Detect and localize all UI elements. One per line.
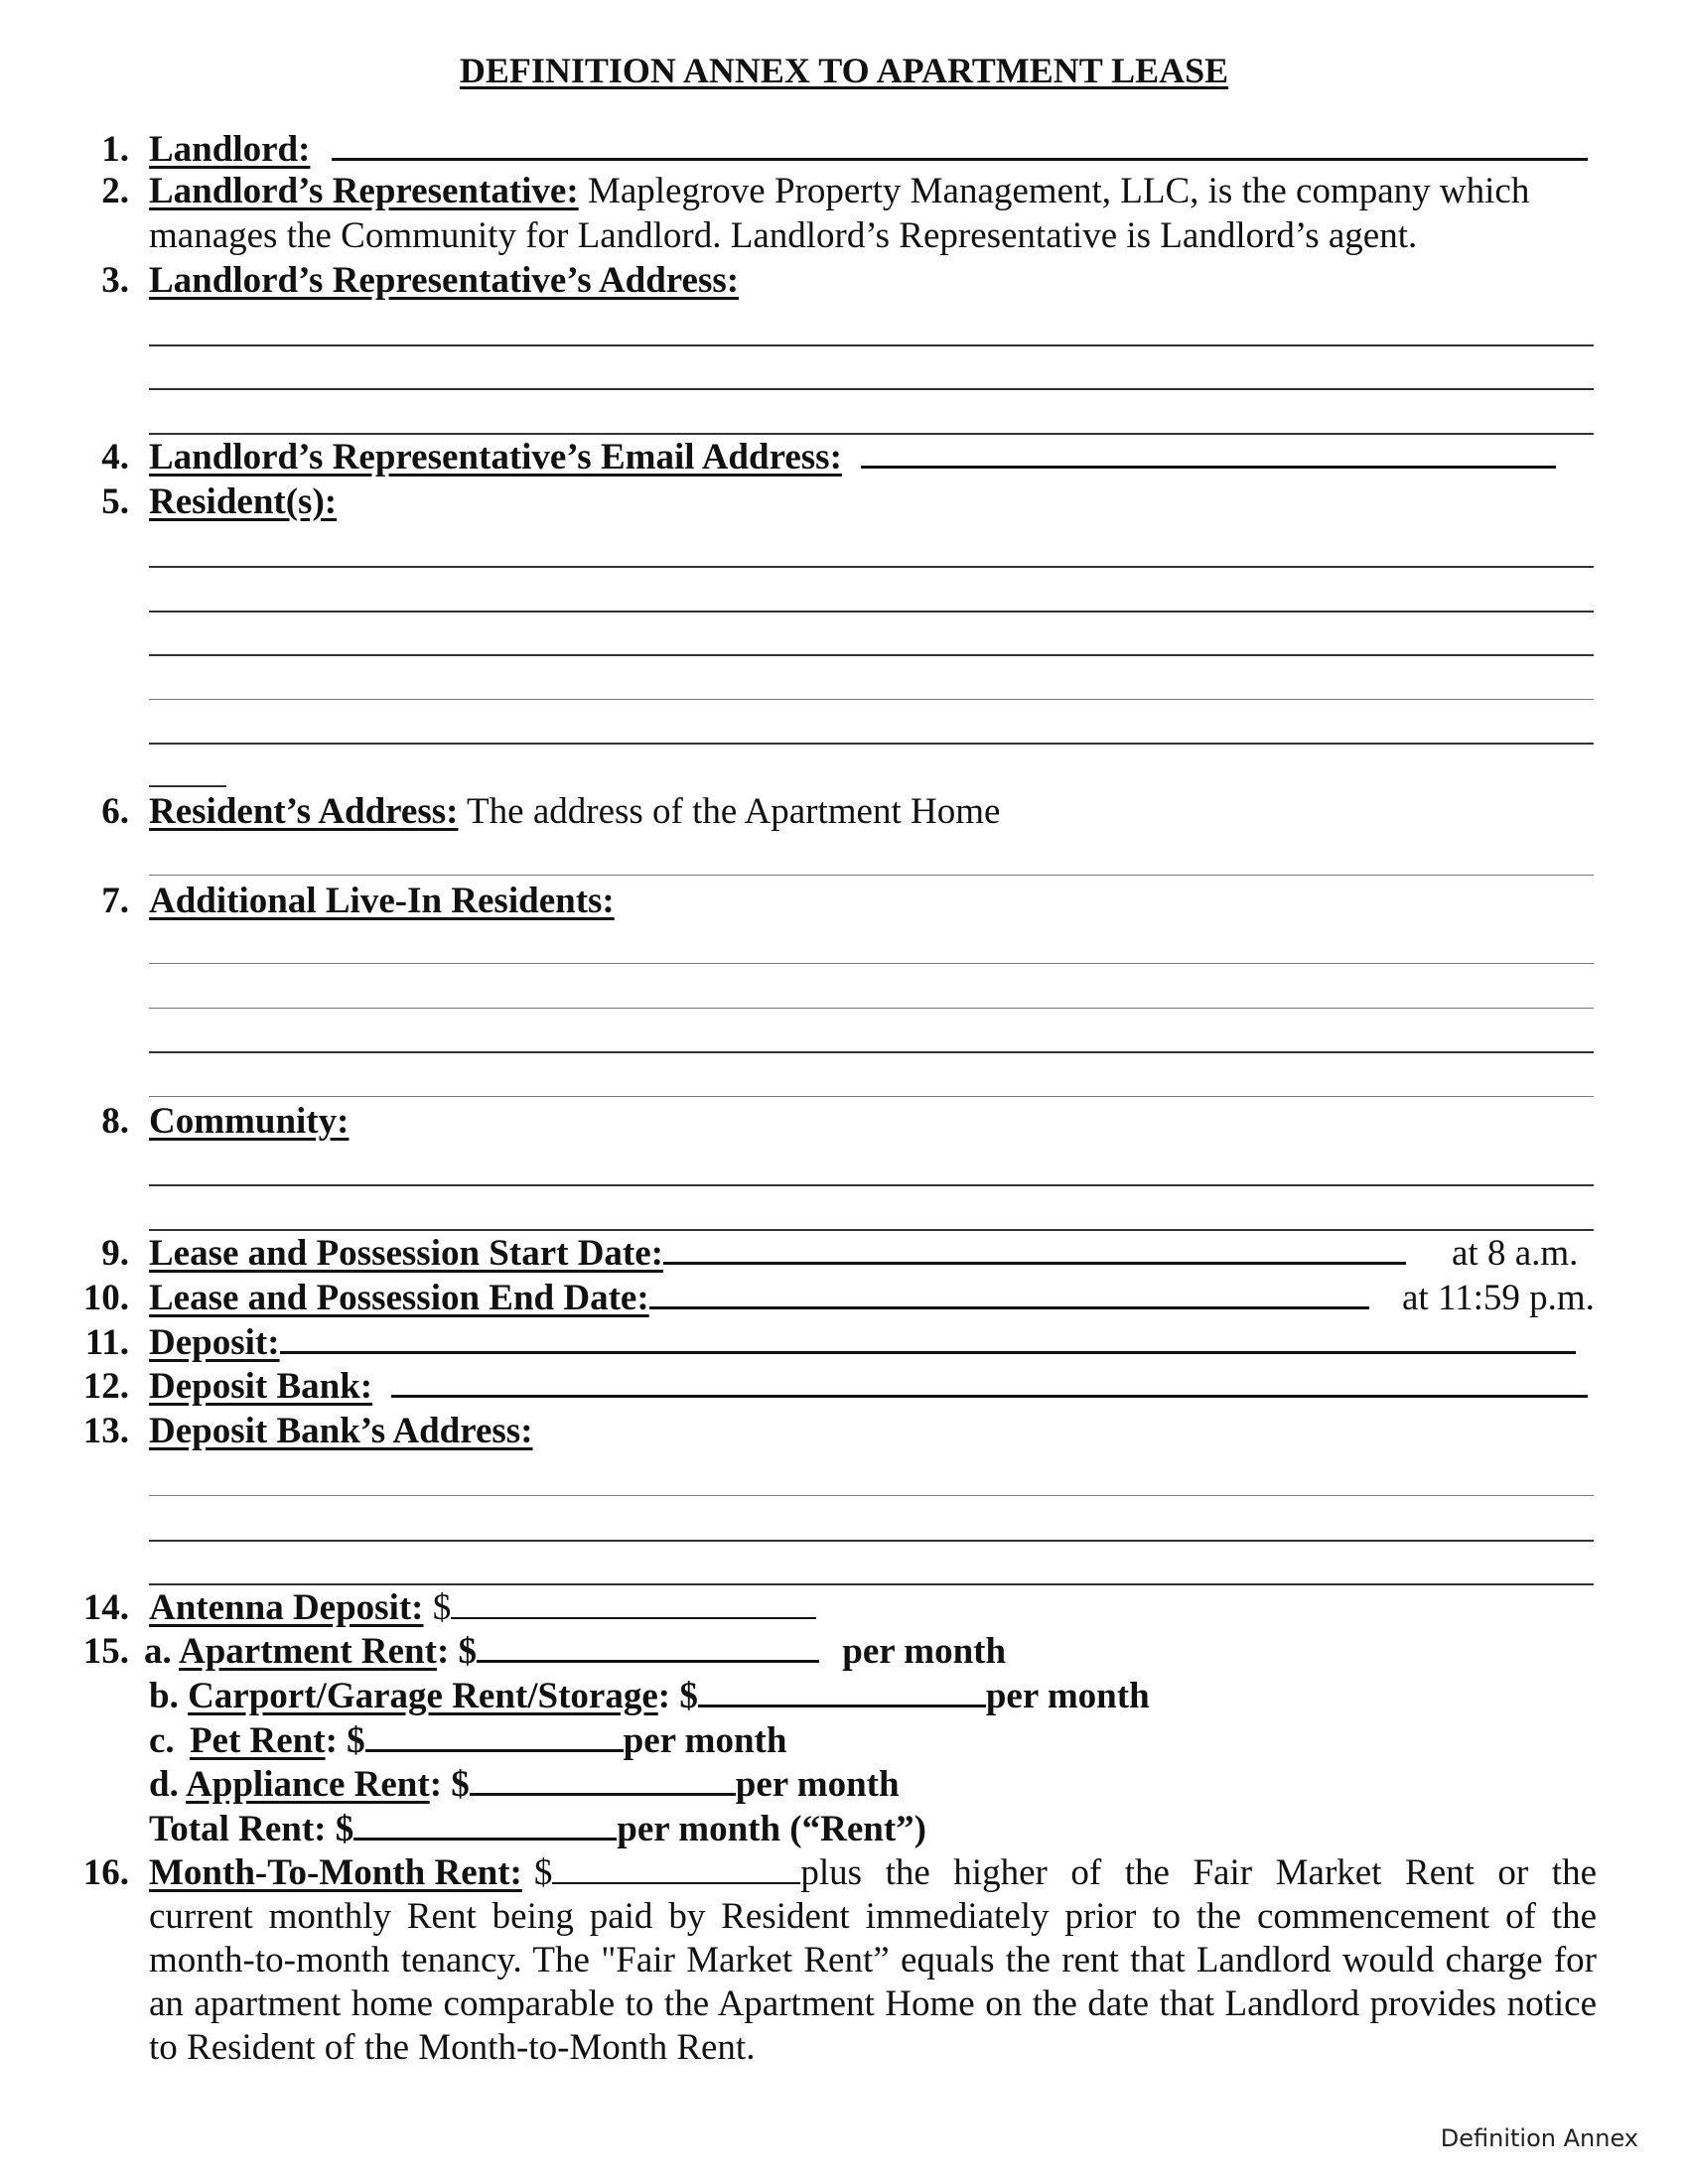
item-label: Landlord: bbox=[149, 129, 311, 170]
end-time-text: at 11:59 p.m. bbox=[1402, 1278, 1595, 1318]
carport-rent-label: Carport/Garage Rent/Storage bbox=[188, 1676, 658, 1716]
item-number: 7. bbox=[101, 881, 129, 921]
end-date-blank[interactable] bbox=[649, 1283, 1369, 1309]
item-number: 5. bbox=[101, 481, 129, 522]
address-blank-line[interactable] bbox=[149, 344, 1594, 346]
total-rent-label: Total Rent: $ bbox=[149, 1809, 354, 1849]
item-text-continued: manages the Community for Landlord. Landlord’s Representative is Landlord’s agent. bbox=[149, 215, 1418, 256]
month-to-month-blank[interactable] bbox=[552, 1858, 800, 1884]
total-rent-blank[interactable] bbox=[353, 1814, 617, 1841]
apartment-rent-label: Apartment Rent bbox=[178, 1631, 437, 1672]
currency-symbol: $ bbox=[432, 1587, 452, 1628]
additional-residents-blank-line[interactable] bbox=[149, 1051, 1594, 1053]
item-number: 1. bbox=[101, 129, 129, 170]
resident-address-blank-line[interactable] bbox=[149, 875, 1594, 876]
item-label: Resident(s): bbox=[149, 481, 338, 522]
deposit-bank-blank[interactable] bbox=[391, 1371, 1588, 1398]
colon-dollar: : $ bbox=[325, 1720, 365, 1761]
item-label: Landlord’s Representative’s Address: bbox=[149, 260, 740, 301]
item-number: 10. bbox=[82, 1278, 129, 1318]
item-label: Deposit Bank’s Address: bbox=[149, 1411, 533, 1451]
sub-item-letter: b. bbox=[149, 1676, 179, 1716]
item-number: 16. bbox=[82, 1852, 129, 1893]
month-to-month-paragraph: current monthly Rent being paid by Resident immediately prior to the commencement of the month-to-month tenancy. The "Fair Market Rent” equals the rent that Landlord would charge for an apartment home comparable to the Apartment Home on the date that Landlord provides notice to Resident of the Month-to-Month Rent. bbox=[149, 1896, 1597, 2068]
appliance-rent-blank[interactable] bbox=[470, 1769, 736, 1796]
per-month-text: per month bbox=[842, 1631, 1007, 1672]
currency-symbol: $ bbox=[533, 1852, 553, 1893]
item-label: Lease and Possession End Date: bbox=[149, 1278, 649, 1318]
residents-blank-line[interactable] bbox=[149, 566, 1594, 568]
item-number: 6. bbox=[101, 791, 129, 832]
item-label: Deposit Bank: bbox=[149, 1366, 373, 1407]
item-number: 3. bbox=[101, 260, 129, 301]
additional-residents-blank-line[interactable] bbox=[149, 1096, 1594, 1097]
total-rent-suffix: per month (“Rent”) bbox=[617, 1809, 926, 1849]
total-rent-row bbox=[149, 1807, 926, 1851]
residents-blank-line[interactable] bbox=[149, 743, 1594, 745]
additional-residents-blank-line[interactable] bbox=[149, 1008, 1594, 1009]
apartment-rent-blank[interactable] bbox=[477, 1636, 819, 1663]
pet-rent-label: Pet Rent bbox=[189, 1720, 326, 1761]
item-number: 13. bbox=[82, 1411, 129, 1451]
carport-rent-blank[interactable] bbox=[698, 1681, 986, 1707]
deposit-blank[interactable] bbox=[280, 1327, 1576, 1354]
colon-dollar: : $ bbox=[436, 1631, 478, 1672]
item-label: Additional Live-In Residents: bbox=[149, 881, 615, 921]
residents-blank-line-short bbox=[149, 785, 226, 787]
item-label: Lease and Possession Start Date: bbox=[149, 1233, 663, 1274]
month-to-month-text: plus the higher of the Fair Market Rent or the bbox=[800, 1852, 1597, 1893]
item-number: 15. bbox=[82, 1631, 129, 1672]
email-blank[interactable] bbox=[861, 442, 1556, 469]
bank-address-blank-line[interactable] bbox=[149, 1540, 1594, 1542]
month-to-month-label: Month-To-Month Rent: bbox=[149, 1852, 522, 1893]
document-title: DEFINITION ANNEX TO APARTMENT LEASE bbox=[459, 51, 1229, 90]
per-month-text: per month bbox=[623, 1720, 787, 1761]
item-label: Landlord’s Representative: bbox=[149, 171, 579, 211]
item-number: 4. bbox=[101, 437, 129, 478]
bank-address-blank-line[interactable] bbox=[149, 1495, 1594, 1496]
item-number: 2. bbox=[101, 171, 129, 211]
per-month-text: per month bbox=[985, 1676, 1150, 1716]
address-blank-line[interactable] bbox=[149, 388, 1594, 390]
item-rent-b bbox=[149, 1674, 1150, 1718]
item-number: 12. bbox=[82, 1366, 129, 1407]
item-text: The address of the Apartment Home bbox=[467, 791, 1001, 832]
appliance-rent-label: Appliance Rent bbox=[186, 1764, 430, 1805]
residents-blank-line[interactable] bbox=[149, 699, 1594, 700]
additional-residents-blank-line[interactable] bbox=[149, 963, 1594, 964]
item-number: 8. bbox=[101, 1101, 129, 1142]
sub-item-letter: a. bbox=[144, 1631, 172, 1672]
residents-blank-line[interactable] bbox=[149, 611, 1594, 613]
item-label: Deposit: bbox=[149, 1322, 280, 1363]
item-label: Landlord’s Representative’s Email Address: bbox=[149, 437, 842, 478]
sub-item-letter: c. bbox=[149, 1720, 175, 1761]
community-blank-line[interactable] bbox=[149, 1184, 1594, 1186]
item-number: 14. bbox=[82, 1587, 129, 1628]
page-footer: Definition Annex bbox=[1440, 2124, 1638, 2152]
sub-item-letter: d. bbox=[149, 1764, 179, 1805]
residents-blank-line[interactable] bbox=[149, 654, 1594, 656]
item-label: Resident’s Address: bbox=[149, 791, 459, 832]
item-rent-c bbox=[149, 1718, 786, 1763]
item-label: Antenna Deposit: bbox=[149, 1587, 424, 1628]
per-month-text: per month bbox=[735, 1764, 900, 1805]
item-rent-d bbox=[149, 1762, 900, 1807]
start-date-blank[interactable] bbox=[663, 1238, 1406, 1265]
pet-rent-blank[interactable] bbox=[365, 1725, 624, 1752]
item-text: Maplegrove Property Management, LLC, is the company which bbox=[587, 171, 1530, 211]
antenna-deposit-blank[interactable] bbox=[451, 1593, 816, 1619]
item-number: 11. bbox=[84, 1322, 129, 1363]
item-label: Community: bbox=[149, 1101, 350, 1142]
item-number: 9. bbox=[101, 1233, 129, 1274]
colon-dollar: : $ bbox=[657, 1676, 698, 1716]
landlord-blank[interactable] bbox=[332, 134, 1588, 161]
colon-dollar: : $ bbox=[429, 1764, 470, 1805]
start-time-text: at 8 a.m. bbox=[1452, 1233, 1579, 1274]
